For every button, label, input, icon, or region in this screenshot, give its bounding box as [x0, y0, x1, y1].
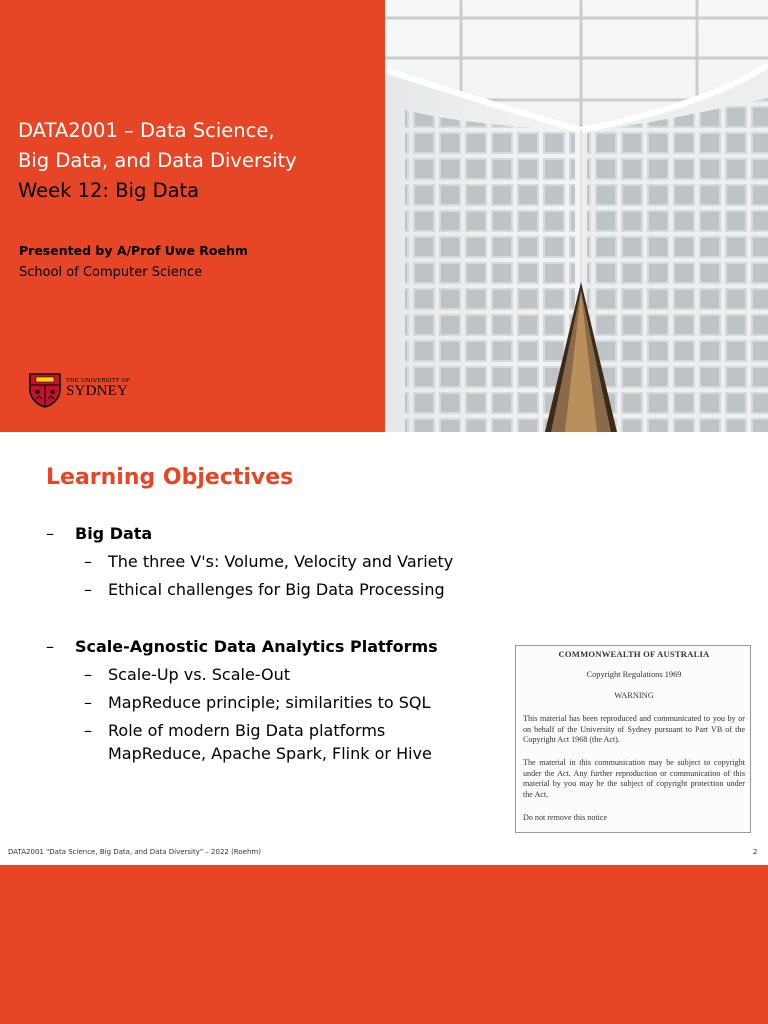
bullet-text: Role of modern Big Data platforms	[108, 721, 386, 740]
bullet-text: Scale-Agnostic Data Analytics Platforms	[75, 637, 438, 656]
copyright-notice	[515, 645, 751, 833]
title-panel	[0, 0, 385, 432]
university-logo	[28, 372, 138, 408]
bullet-dash: –	[84, 552, 92, 571]
slide-title	[18, 116, 378, 206]
presenter: Presented by A/Prof Uwe Roehm	[19, 243, 248, 258]
page-number: 2	[753, 848, 758, 856]
bullet-dash: –	[84, 665, 92, 684]
slide-footer: DATA2001 "Data Science, Big Data, and Data Diversity" – 2022 (Roehm)	[8, 848, 261, 856]
bullet-dash: –	[84, 580, 92, 599]
bullet-dash: –	[84, 693, 92, 712]
atrium-image	[385, 0, 768, 432]
crest-icon	[28, 372, 62, 408]
bullet-text: MapReduce, Apache Spark, Flink or Hive	[108, 744, 432, 763]
school-name: School of Computer Science	[19, 265, 203, 280]
week-title: Week 12: Big Data	[18, 179, 200, 202]
title-slide	[0, 0, 768, 432]
course-title-line1: DATA2001 – Data Science,	[18, 119, 275, 142]
bullet-text: MapReduce principle; similarities to SQL	[108, 693, 431, 712]
notice-warning: WARNING	[614, 691, 654, 700]
objectives-slide	[0, 432, 768, 865]
bullet-dash: –	[84, 721, 92, 740]
next-slide-preview	[0, 865, 768, 1024]
notice-regulations: Copyright Regulations 1969	[586, 670, 682, 679]
bullet-text: Ethical challenges for Big Data Processing	[108, 580, 445, 599]
architecture-photo	[385, 0, 768, 432]
bullet-dash: –	[46, 524, 54, 543]
notice-paragraph-2: The material in this communication may be subject to copyright under the Act. Any further reproduction or communication of this material by you may be the subject of copyright protection under the Act.	[523, 758, 745, 799]
notice-paragraph-3: Do not remove this notice	[523, 813, 608, 822]
bullet-text: Scale-Up vs. Scale-Out	[108, 665, 291, 684]
slide-heading: Learning Objectives	[46, 465, 294, 490]
bullet-text: The three V's: Volume, Velocity and Variety	[108, 552, 454, 571]
notice-header: COMMONWEALTH OF AUSTRALIA	[558, 649, 710, 659]
notice-paragraph-1: This material has been reproduced and communicated to you by or on behalf of the University of Sydney pursuant to Part VB of the Copyright Act 1968 (the Act).	[523, 714, 745, 745]
course-title-line2: Big Data, and Data Diversity	[18, 149, 297, 172]
logo-text-large: SYDNEY	[66, 383, 129, 399]
bullet-text: Big Data	[75, 524, 153, 543]
logo-text-small: THE UNIVERSITY OF	[66, 378, 131, 384]
bullet-dash: –	[46, 637, 54, 656]
